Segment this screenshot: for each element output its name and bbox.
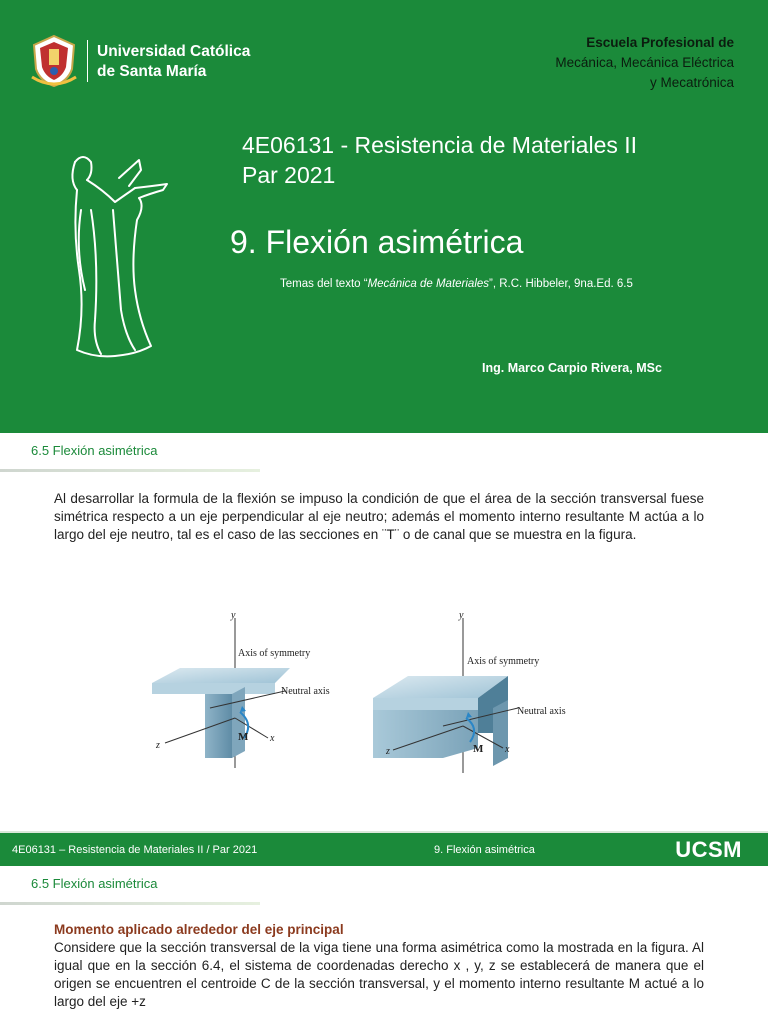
footer-topic: 9. Flexión asimétrica: [434, 844, 535, 856]
section-heading: 6.5 Flexión asimétrica: [31, 443, 158, 458]
slide-footer: [0, 831, 768, 866]
school-name-line2: Mecánica, Mecánica Eléctrica: [555, 55, 734, 70]
cover-slide: [0, 0, 768, 433]
course-title: [242, 130, 637, 190]
university-name: [97, 42, 250, 82]
intro-paragraph: Al desarrollar la formula de la flexión se impuso la condición de que el área de la sección transversal fuese simétrica respecto a un eje perpendicular al eje neutro; además el momento interno resultante M actúa a lo largo del eje neutro, tal es el caso de las secciones en ¨T¨ o de canal que se muestra en la figura.: [54, 491, 704, 542]
t-section-figure: [150, 608, 335, 768]
course-period: Par 2021: [242, 162, 336, 188]
course-code-name: 4E06131 - Resistencia de Materiales II: [242, 132, 638, 158]
axis-of-symmetry-label: Axis of symmetry: [467, 656, 540, 667]
neutral-axis-label: Neutral axis: [517, 706, 566, 717]
body-paragraph: Considere que la sección transversal de la viga tiene una forma asimétrica como la mostrada en la figura. Al igual que en la sección 6.4, el sistema de coordenadas derecho x , y, z se establecerá de manera que el origen se encuentren el centroide C de la sección transversal, y el momento interno resultante M actué a lo largo del eje +z: [54, 940, 704, 1009]
textbook-reference: [280, 278, 633, 290]
x-label: x: [270, 733, 275, 744]
reference-book: Mecánica de Materiales: [367, 278, 490, 290]
virgin-statue-outline-icon: [55, 150, 175, 375]
z-label: z: [156, 740, 160, 751]
section-underline: [0, 469, 260, 472]
neutral-axis-label: Neutral axis: [281, 686, 330, 697]
content-slide-1: [0, 433, 768, 831]
y-label: y: [231, 610, 236, 621]
school-name-line3: y Mecatrónica: [649, 75, 734, 90]
beam-flange-front: [152, 683, 275, 694]
section-heading: 6.5 Flexión asimétrica: [31, 876, 158, 891]
section-underline: [0, 902, 260, 905]
footer-top-line: [0, 831, 768, 833]
university-crest-icon: [28, 33, 80, 89]
school-name: [555, 33, 734, 93]
x-label: x: [505, 744, 510, 755]
m-label: M: [473, 743, 484, 755]
channel-section-figure: [368, 608, 573, 773]
lecture-title: 9. Flexión asimétrica: [230, 224, 524, 260]
footer-course: 4E06131 – Resistencia de Materiales II / Par 2021: [12, 844, 258, 856]
m-label: M: [238, 731, 249, 743]
axis-of-symmetry-label: Axis of symmetry: [238, 648, 311, 659]
school-name-line1: Escuela Profesional de: [586, 35, 734, 50]
reference-suffix: ”, R.C. Hibbeler, 9na.Ed. 6.5: [489, 278, 633, 290]
footer-brand-logo: UCSM: [675, 837, 742, 862]
beam-flange-top: [152, 668, 290, 683]
y-label: y: [459, 610, 464, 621]
channel-flange-right: [493, 700, 508, 766]
university-name-line2: de Santa María: [97, 63, 207, 80]
reference-prefix: Temas del texto “: [280, 278, 368, 290]
content-slide-2: [0, 866, 768, 1024]
author-name: Ing. Marco Carpio Rivera, MSc: [482, 361, 662, 375]
logo-divider: [87, 40, 88, 82]
z-label: z: [386, 746, 390, 757]
university-name-line1: Universidad Católica: [97, 43, 251, 60]
subheading: Momento aplicado alrededor del eje principal: [54, 922, 344, 937]
channel-web-front: [373, 698, 478, 710]
